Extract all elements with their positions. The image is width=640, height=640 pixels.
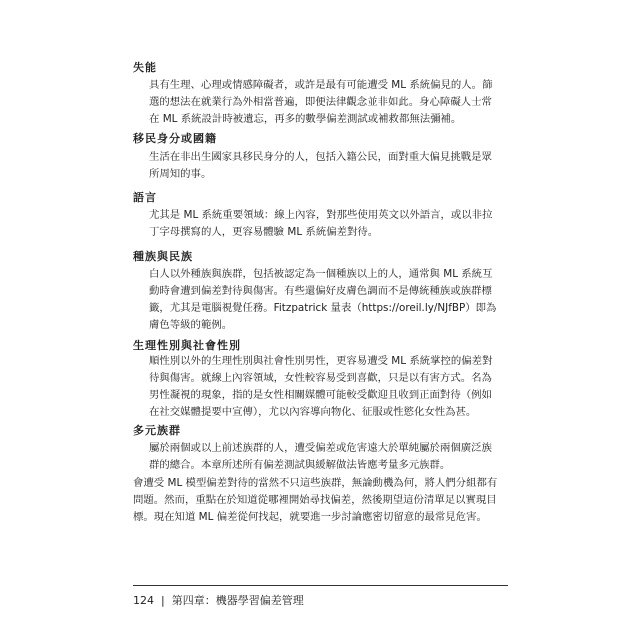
term-immigration-nationality: 移民身分或國籍 [133, 132, 217, 145]
term-language: 語言 [133, 191, 157, 204]
page-number: 124 [133, 594, 154, 607]
definition-immigration-nationality: 生活在非出生國家具移民身分的人，包括入籍公民，面對重大偏見挑戰是眾所周知的事。 [149, 151, 492, 180]
definition-language: 尤其是 ML 系統重要領域：線上內容，對那些使用英文以外語言，或以非拉丁字母撰寫的人，更容易體驗 ML 系統偏差對待。 [149, 209, 493, 238]
footer-divider [133, 585, 508, 586]
term-sex-gender: 生理性別與社會性別 [133, 339, 241, 352]
term-intersectional-groups: 多元族群 [133, 424, 181, 437]
footer-separator: | [161, 594, 165, 607]
page-footer [133, 592, 304, 608]
term-race-ethnicity: 種族與民族 [133, 250, 193, 263]
closing-paragraph: 會遭受 ML 模型偏差對待的當然不只這些族群，無論動機為何，將人們分組都有問題。然而，重點在於知道從哪裡開始尋找偏差，然後期望這份清單足以實現目標。現在知道 ML 偏差從何找起，就要進一步討論應密切留意的最常見危害。 [133, 477, 498, 523]
term-disability: 失能 [133, 61, 157, 74]
definition-race-ethnicity: 白人以外種族與族群，包括被認定為一個種族以上的人，通常與 ML 系統互動時會遭到偏差對待與傷害。有些還偏好皮膚色調而不是傳統種族或族群標籤，尤其是電腦視覺任務。Fitzpatrick 量表（https://oreil.ly/NJfBP）即為膚色等級的範例。 [149, 268, 497, 331]
chapter-title: 第四章：機器學習偏差管理 [171, 594, 304, 607]
definition-disability: 具有生理、心理或情感障礙者，或許是最有可能遭受 ML 系統偏見的人。篩選的想法在就業行為外相當普遍，即便法律觀念並非如此。身心障礙人士常在 ML 系統設計時被遺忘，再多的數學偏差測試或補救都無法彌補。 [149, 79, 493, 125]
definition-sex-gender: 順性別以外的生理性別與社會性別男性，更容易遭受 ML 系統掌控的偏差對待與傷害。就線上內容領域，女性較容易受到喜歡，只是以有害方式。名為男性凝視的現象，指的是女性相關媒體可能較受歡迎且收到正面對待（例如在社交媒體提要中宣傳），尤以內容導向物化、征服或性慾化女性為甚。 [149, 355, 493, 418]
definition-intersectional-groups: 屬於兩個或以上前述族群的人，遭受偏差或危害遠大於單純屬於兩個廣泛族群的總合。本章所述所有偏差測試與緩解做法皆應考量多元族群。 [149, 442, 492, 471]
